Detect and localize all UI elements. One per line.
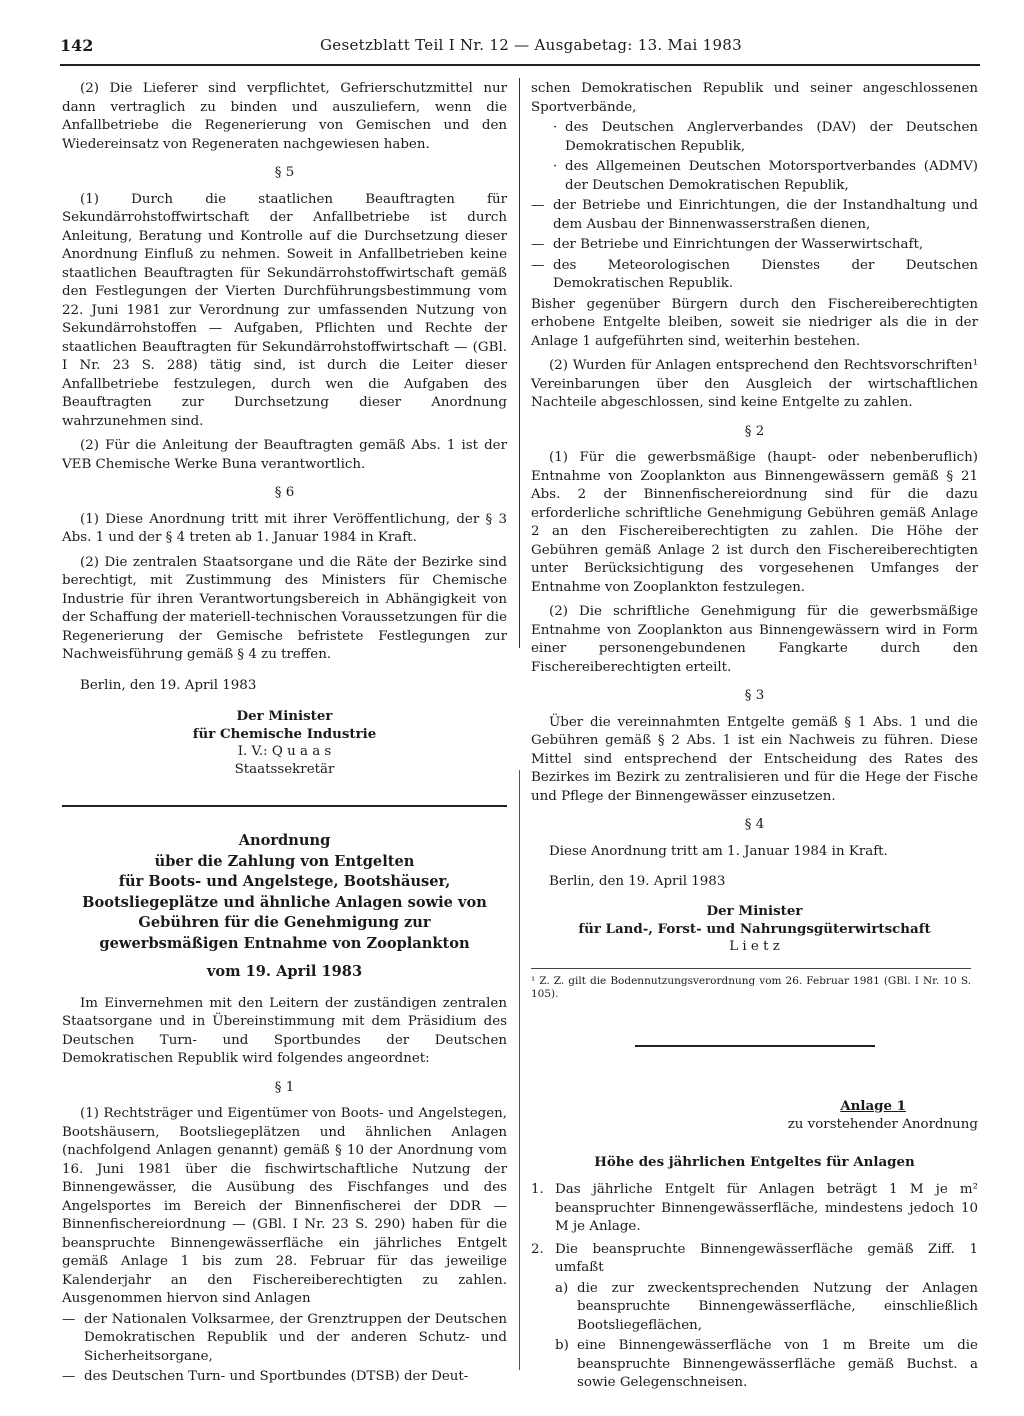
paragraph: (1) Durch die staatlichen Beauftragten für Sekundärrohstoffwirtschaft der Anfallbetriebe ist durch Anleitung, Beratung und Kontrolle auf die Durchsetzung dieser Anordnung Einfluß zu nehmen. Soweit in Anfallbetrieben keine staatlichen Beauftragten für Sekundärrohstoffwirtschaft gemäß den Festlegungen der Vierten Durchführungsbestimmung vom 22. Juni 1981 zur Verordnung zur umfassenden Nutzung von Sekundärrohstoffen — Aufgaben, Pflichten und Rechte der staatlichen Beauftragten für Sekundärrohstoffwirtschaft — (GBl. I Nr. 23 S. 288) tätig sind, ist durch die Leiter dieser Anfallbetriebe festzulegen, durch wen die Aufgaben des Beauftragten zur Durchsetzung dieser Anordnung wahrzunehmen sind. bbox=[62, 191, 507, 429]
section-rule bbox=[62, 805, 507, 807]
section-heading: § 2 bbox=[744, 423, 765, 439]
section-heading: § 6 bbox=[274, 485, 295, 500]
date-line: Berlin, den 19. April 1983 bbox=[549, 874, 726, 889]
list-item: b) eine Binnengewässerfläche von 1 m Breite um die beanspruchte Binnengewässerfläche gemäß Buchst. a sowie Gelegenschneisen. bbox=[555, 1338, 978, 1390]
preamble: Im Einvernehmen mit den Leitern der zuständigen zentralen Staatsorgane und in Übereinstimmung mit dem Präsidium des Deutschen Turn- und Sportbundes der Deutschen Demokratischen Republik wird folgendes angeordnet: bbox=[62, 995, 507, 1066]
annex-title: Höhe des jährlichen Entgeltes für Anlagen bbox=[594, 1153, 915, 1170]
signature-name: L i e t z bbox=[729, 938, 780, 954]
paragraph: Über die vereinnahmten Entgelte gemäß § 1 Abs. 1 und die Gebühren gemäß § 2 Abs. 1 ist ein Nachweis zu führen. Diese Mittel sind entsprechend der Entscheidung des Rates des Bezirkes im Bezirk zu zentralisieren und für die Hege der Fische und Pflege der Binnengewässer einzusetzen. bbox=[531, 714, 978, 804]
list-item: — der Betriebe und Einrichtungen, die der Instandhaltung und dem Ausbau der Binnenwasserstraßen dienen, bbox=[531, 197, 978, 234]
list-item: · des Allgemeinen Deutschen Motorsportverbandes (ADMV) der Deutschen Demokratischen Republik, bbox=[553, 158, 978, 195]
ordinance-title-line: gewerbsmäßigen Entnahme von Zooplankton bbox=[99, 934, 470, 952]
paragraph: Bisher gegenüber Bürgern durch den Fischereiberechtigten erhobene Entgelte bleiben, soweit sie niedriger als die in der Anlage 1 aufgeführten sind, weiterhin bestehen. bbox=[531, 296, 978, 349]
ordinance-title-line: über die Zahlung von Entgelten bbox=[154, 852, 415, 870]
annex-label-line bbox=[531, 1097, 978, 1117]
dash-marker: — bbox=[531, 257, 545, 273]
page-number: 142 bbox=[60, 36, 94, 55]
dash-marker: — bbox=[62, 1369, 76, 1384]
dash-marker: — bbox=[531, 237, 545, 252]
annex-subtitle: zu vorstehender Anordnung bbox=[787, 1117, 978, 1132]
section-heading: § 4 bbox=[744, 817, 765, 832]
section-rule bbox=[635, 1045, 875, 1047]
list-item: a) die zur zweckentsprechenden Nutzung der Anlagen beanspruchte Binnengewässerfläche, einschließlich Bootsliegeflächen, bbox=[555, 1280, 978, 1333]
list-item: 1. Das jährliche Entgelt für Anlagen beträgt 1 M je m² beanspruchter Binnengewässerfläche, mindestens jedoch 10 M je Anlage. bbox=[531, 1182, 978, 1234]
annex-label: Anlage 1 bbox=[840, 1097, 906, 1114]
paragraph: (1) Rechtsträger und Eigentümer von Boots- und Angelstegen, Bootshäusern, Bootsliegeplätzen und ähnlichen Anlagen (nachfolgend Anlagen genannt) gemäß § 10 der Anordnung vom 16. Juni 1981 über die fischwirtschaftliche Nutzung der Binnengewässer, die Ausübung des Fischfanges und des Angelsportes im Bereich der Binnenfischerei der DDR — Binnenfischereiordnung — (GBl. I Nr. 23 S. 290) haben für die beanspruchte Binnengewässerfläche ein jährliches Entgelt gemäß Anlage 1 bis zum 28. Februar für das jeweilige Kalenderjahr an den Fischereiberechtigten zu zahlen. Ausgenommen hiervon sind Anlagen bbox=[62, 1106, 507, 1306]
ordinance-date: vom 19. April 1983 bbox=[206, 963, 363, 980]
column-divider-lower bbox=[519, 770, 520, 1370]
signature-title: Der Minister bbox=[236, 708, 333, 724]
section-heading: § 5 bbox=[274, 165, 295, 180]
signature-ministry: für Land-, Forst- und Nahrungsgüterwirtschaft bbox=[578, 920, 931, 937]
list-item: · des Deutschen Anglerverbandes (DAV) der Deutschen Demokratischen Republik, bbox=[553, 119, 978, 156]
list-item: — des Deutschen Turn- und Sportbundes (DTSB) der Deut- bbox=[62, 1368, 507, 1387]
ordinance-title-line: für Boots- und Angelstege, Bootshäuser, bbox=[118, 873, 451, 890]
paragraph-continuation: schen Demokratischen Republik und seiner angeschlossenen Sportverbände, bbox=[531, 81, 978, 115]
footnote: ¹ Z. Z. gilt die Bodennutzungsverordnung vom 26. Februar 1981 (GBl. I Nr. 10 S. 105). bbox=[531, 968, 971, 1001]
signature-title: Der Minister bbox=[706, 902, 803, 919]
left-column bbox=[62, 80, 507, 1384]
date-line: Berlin, den 19. April 1983 bbox=[80, 677, 257, 693]
ordinance-title-line: Gebühren für die Genehmigung zur bbox=[138, 914, 431, 931]
section-heading: § 3 bbox=[744, 688, 765, 703]
right-column bbox=[531, 80, 978, 1390]
list-item: — des Meteorologischen Dienstes der Deutschen Demokratischen Republik. bbox=[531, 257, 978, 294]
header-rule bbox=[60, 64, 980, 66]
page-header bbox=[60, 36, 980, 58]
signature-role: Staatssekretär bbox=[234, 762, 335, 777]
paragraph: (2) Für die Anleitung der Beauftragten gemäß Abs. 1 ist der VEB Chemische Werke Buna verantwortlich. bbox=[62, 438, 507, 472]
list-item: — der Nationalen Volksarmee, der Grenztruppen der Deutschen Demokratischen Republik und der anderen Schutz- und Sicherheitsorgane, bbox=[62, 1311, 507, 1367]
paragraph: (2) Die Lieferer sind verpflichtet, Gefrierschutzmittel nur dann vertraglich zu binden und auszuliefern, wenn die Anfallbetriebe die Regenerierung von Gemischen und den Wiedereinsatz von Regeneraten nachgewiesen haben. bbox=[62, 81, 507, 152]
paragraph: (2) Die schriftliche Genehmigung für die gewerbsmäßige Entnahme von Zooplankton aus Binnengewässern wird in Form einer personengebundenen Fangkarte durch den Fischereiberechtigten erteilt. bbox=[531, 604, 978, 675]
paragraph: (2) Die zentralen Staatsorgane und die Räte der Bezirke sind berechtigt, mit Zustimmung des Ministers für Chemische Industrie für ihren Verantwortungsbereich in Abhängigkeit von der Schaffung der materiell-technischen Voraussetzungen für die Regenerierung der Gemische befristete Festlegungen zur Nachweisführung gemäß § 4 zu treffen. bbox=[62, 554, 507, 662]
paragraph: (1) Für die gewerbsmäßige (haupt- oder nebenberuflich) Entnahme von Zooplankton aus Binnengewässern gemäß § 21 Abs. 2 der Binnenfischereiordnung sind für die dazu erforderliche schriftliche Genehmigung Gebühren gemäß Anlage 2 an den Fischereiberechtigten zu zahlen. Die Höhe der Gebühren gemäß Anlage 2 ist durch den Fischereiberechtigten unter Berücksichtigung des vorgesehenen Umfanges der Entnahme von Zooplankton festzulegen. bbox=[531, 450, 978, 595]
header-title: Gesetzblatt Teil I Nr. 12 — Ausgabetag: 13. Mai 1983 bbox=[320, 36, 742, 54]
bullet-marker: · bbox=[553, 159, 558, 174]
paragraph: (1) Diese Anordnung tritt mit ihrer Veröffentlichung, der § 3 Abs. 1 und der § 4 treten ab 1. Januar 1984 in Kraft. bbox=[62, 511, 507, 545]
dash-marker: — bbox=[531, 198, 545, 213]
list-item: — der Betriebe und Einrichtungen der Wasserwirtschaft, bbox=[531, 236, 978, 255]
signature-name: I. V.: Q u a a s bbox=[237, 744, 332, 759]
list-item: 2. Die beanspruchte Binnengewässerfläche gemäß Ziff. 1 umfaßt bbox=[531, 1241, 978, 1275]
ordinance-title: Anordnung bbox=[238, 832, 331, 849]
ordinance-title-line: Bootsliegeplätze und ähnliche Anlagen sowie von bbox=[82, 893, 487, 911]
section-heading: § 1 bbox=[274, 1079, 295, 1095]
signature-ministry: für Chemische Industrie bbox=[192, 726, 377, 742]
bullet-marker: · bbox=[553, 120, 558, 135]
paragraph: (2) Wurden für Anlagen entsprechend den Rechtsvorschriften¹ Vereinbarungen über den Ausgleich der wirtschaftlichen Nachteile abgeschlossen, sind keine Entgelte zu zahlen. bbox=[531, 358, 978, 410]
paragraph: Diese Anordnung tritt am 1. Januar 1984 in Kraft. bbox=[549, 843, 888, 859]
dash-marker: — bbox=[62, 1311, 76, 1327]
column-divider bbox=[519, 78, 520, 648]
